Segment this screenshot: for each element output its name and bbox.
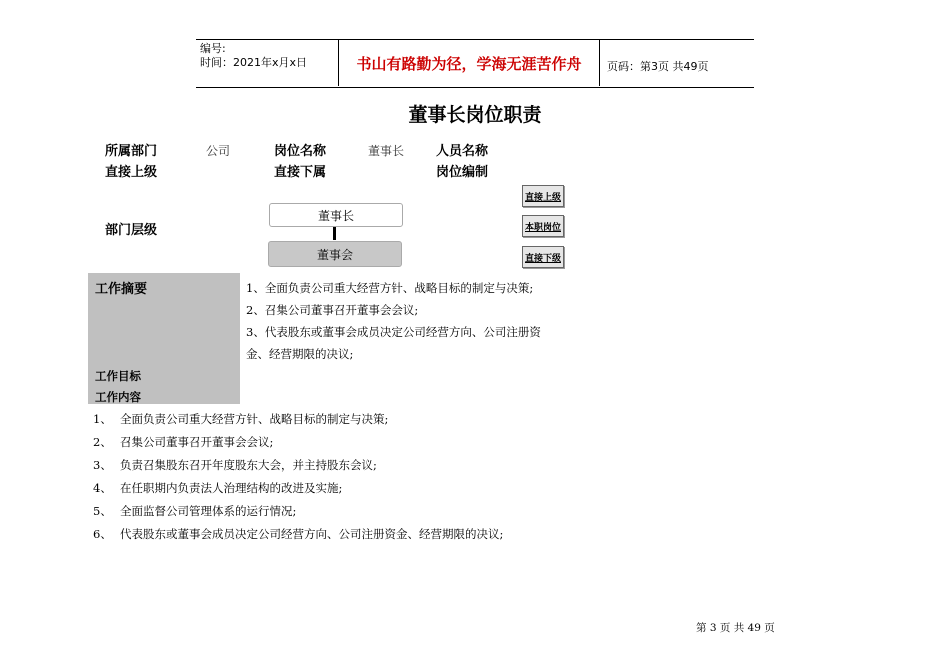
content-item [93, 411, 388, 427]
level-label: 部门层级 [105, 223, 158, 238]
content-item-text: 召集公司董事召开董事会会议; [120, 435, 274, 449]
superior-button[interactable]: 直接上级 [522, 185, 564, 207]
content-item-number: 4、 [93, 481, 112, 495]
dept-label: 所属部门 [105, 144, 158, 159]
content-item [93, 457, 377, 473]
header-motto: 书山有路勤为径，学海无涯苦作舟 [338, 40, 600, 86]
content-item [93, 434, 273, 450]
page-title: 董事长岗位职责 [408, 104, 542, 126]
dept-value: 公司 [206, 144, 231, 158]
content-label: 工作内容 [95, 390, 141, 404]
content-item-number: 3、 [93, 458, 112, 472]
summary-text [246, 277, 541, 365]
page-footer: 第 3 页 共 49 页 [696, 622, 775, 634]
post-label: 岗位名称 [274, 144, 327, 159]
content-item-number: 6、 [93, 527, 112, 541]
current-post-button[interactable]: 本职岗位 [522, 215, 564, 237]
subordinate-label: 直接下属 [274, 165, 327, 180]
content-item-number: 5、 [93, 504, 112, 518]
header-bottom-rule [196, 87, 754, 88]
org-node-board: 董事会 [268, 241, 402, 267]
content-item-text: 负责召集股东召开年度股东大会，并主持股东会议; [120, 458, 377, 472]
content-item-text: 全面负责公司重大经营方针、战略目标的制定与决策; [120, 412, 389, 426]
summary-label: 工作摘要 [95, 282, 148, 297]
content-item [93, 480, 342, 496]
org-node-chairman: 董事长 [269, 203, 403, 227]
content-item-number: 1、 [93, 412, 112, 426]
post-value: 董事长 [368, 144, 405, 158]
summary-line: 1、全面负责公司重大经营方针、战略目标的制定与决策; [246, 281, 534, 295]
org-connector [333, 227, 336, 240]
content-item-number: 2、 [93, 435, 112, 449]
content-item [93, 503, 296, 519]
content-item-text: 代表股东或董事会成员决定公司经营方向、公司注册资金、经营期限的决议; [120, 527, 504, 541]
subordinate-button[interactable]: 直接下级 [522, 246, 564, 268]
header-page-label: 页码：第3页 共49页 [607, 60, 709, 73]
document-time-label: 时间：2021年x月x日 [200, 56, 308, 69]
summary-line: 金、经营期限的决议; [246, 347, 354, 361]
person-label: 人员名称 [436, 144, 489, 159]
document-number-label: 编号: [200, 42, 226, 55]
content-item-text: 在任职期内负责法人治理结构的改进及实施; [120, 481, 343, 495]
superior-label: 直接上级 [105, 165, 158, 180]
content-item [93, 526, 503, 542]
summary-line: 3、代表股东或董事会成员决定公司经营方向、公司注册资 [246, 325, 541, 339]
content-item-text: 全面监督公司管理体系的运行情况; [120, 504, 297, 518]
summary-line: 2、召集公司董事召开董事会会议; [246, 303, 419, 317]
headcount-label: 岗位编制 [436, 165, 489, 180]
header-meta [200, 42, 307, 70]
goal-label: 工作目标 [95, 369, 141, 383]
